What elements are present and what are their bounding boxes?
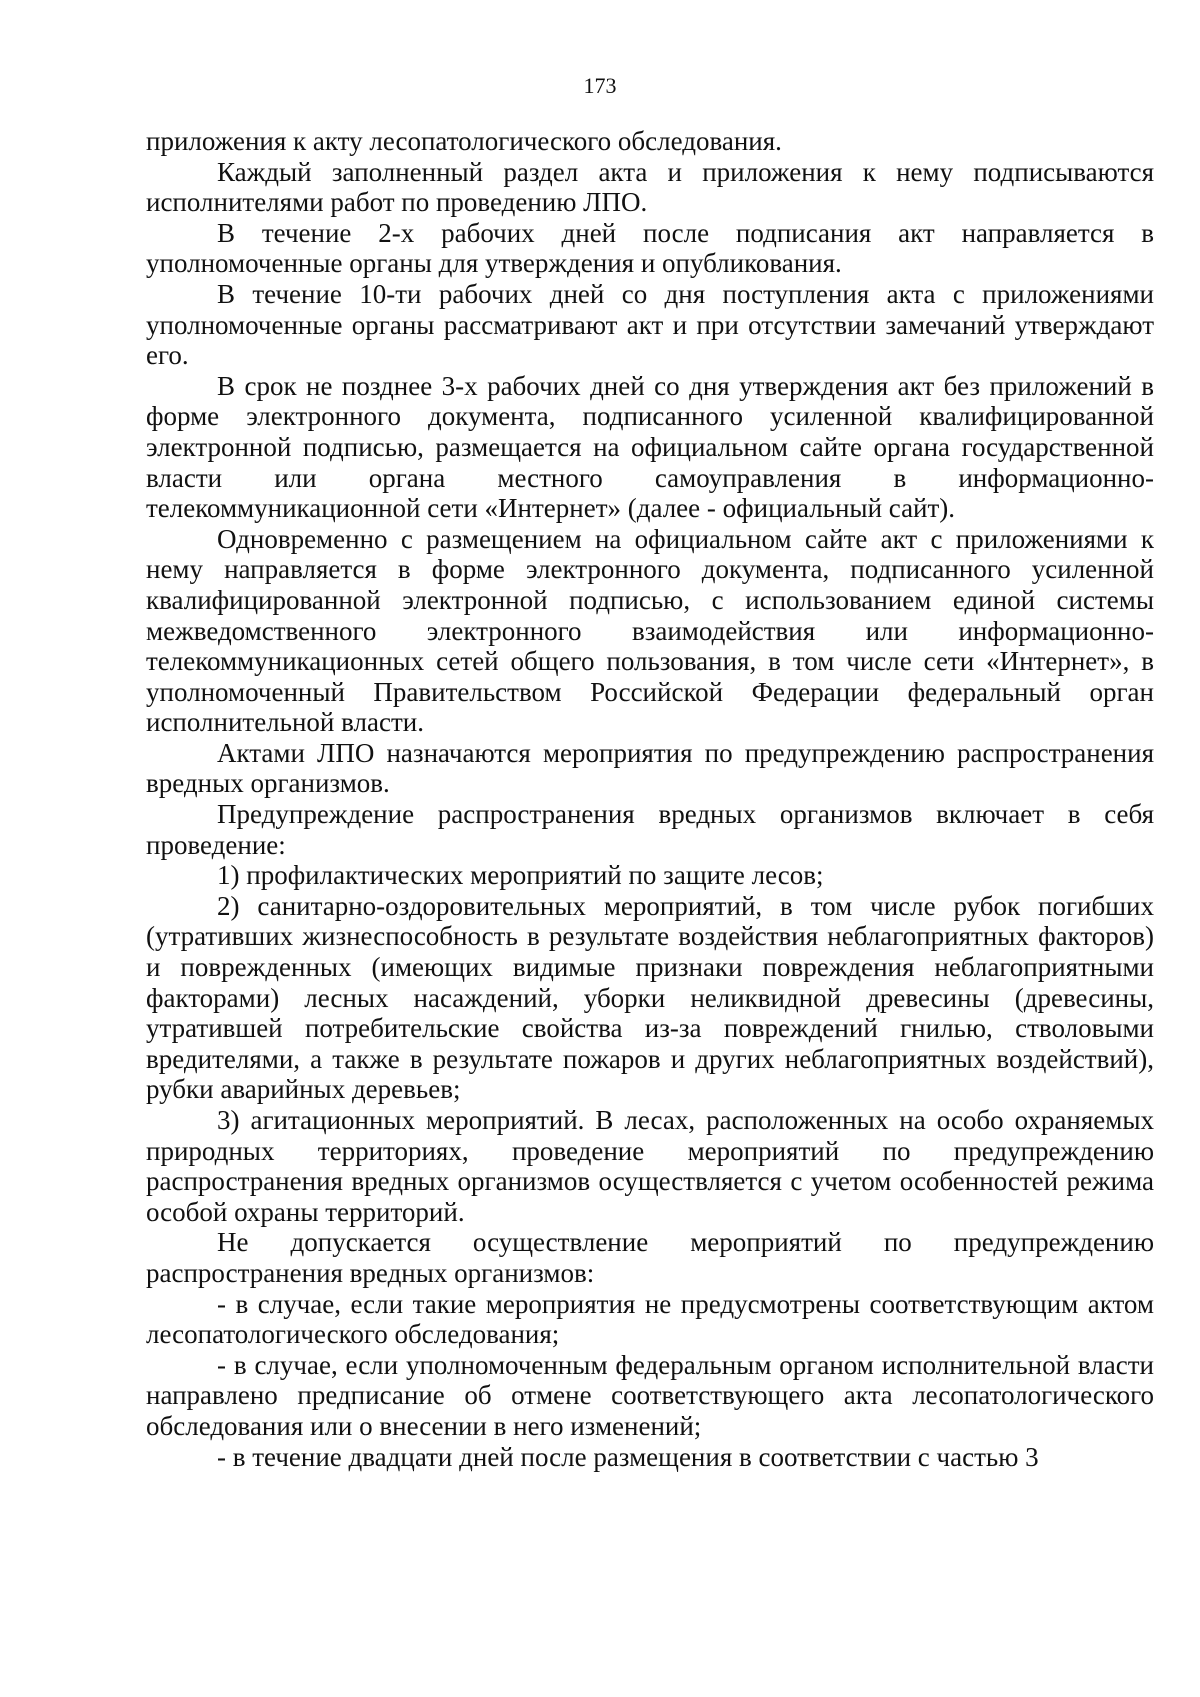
paragraph-submission: В течение 2-х рабочих дней после подписания акт направляется в уполномоченные органы для утверждения и опубликования. [146,217,1154,279]
paragraph-review: В течение 10-ти рабочих дней со дня поступления акта с приложениями уполномоченные органы рассматривают акт и при отсутствии замечаний утверждают его. [146,278,1154,371]
list-item-2: 2) санитарно-оздоровительных мероприятий, в том числе рубок погибших (утративших жизнеспособность в результате воздействия неблагоприятных факторов) и поврежденных (имеющих видимые признаки повреждения неблагоприятными факторами) лесных насаждений, уборки неликвидной древесины (древесины, утратившей потребительские свойства из-за повреждений гнилью, стволовыми вредителями, а также в результате пожаров и других неблагоприятных воздействий), рубки аварийных деревьев; [146,890,1154,1105]
paragraph-prevention-intro: Предупреждение распространения вредных организмов включает в себя проведение: [146,799,1154,860]
paragraph-prohibition-intro: Не допускается осуществление мероприятий по предупреждению распространения вредных организмов: [146,1227,1154,1288]
page-number: 173 [583,73,617,98]
document-body [146,126,1154,1472]
dash-item-2: - в случае, если уполномоченным федеральным органом исполнительной власти направлено предписание об отмене соответствующего акта лесопатологического обследования или о внесении в него изменений; [146,1349,1154,1441]
paragraph-continuation: приложения к акту лесопатологического обследования. [146,126,782,156]
paragraph-measures: Актами ЛПО назначаются мероприятия по предупреждению распространения вредных организмов. [146,737,1154,799]
list-item-1: 1) профилактических мероприятий по защите лесов; [217,860,824,891]
dash-item-3: - в течение двадцати дней после размещения в соответствии с частью 3 [217,1441,1039,1472]
paragraph-signatures: Каждый заполненный раздел акта и приложения к нему подписываются исполнителями работ по проведению ЛПО. [146,156,1154,218]
paragraph-publication: В срок не позднее 3-х рабочих дней со дня утверждения акт без приложений в форме электронного документа, подписанного усиленной квалифицированной электронной подписью, размещается на официальном сайте органа государственной власти или органа местного самоуправления в информационно-телекоммуникационной сети «Интернет» (далее - официальный сайт). [146,370,1154,524]
dash-item-1: - в случае, если такие мероприятия не предусмотрены соответствующим актом лесопатологического обследования; [146,1288,1154,1350]
paragraph-transmission: Одновременно с размещением на официальном сайте акт с приложениями к нему направляется в форме электронного документа, подписанного усиленной квалифицированной электронной подписью, с использованием единой системы межведомственного электронного взаимодействия или информационно-телекоммуникационных сетей общего пользования, в том числе сети «Интернет», в уполномоченный Правительством Российской Федерации федеральный орган исполнительной власти. [146,523,1154,738]
list-item-3: 3) агитационных мероприятий. В лесах, расположенных на особо охраняемых природных территориях, проведение мероприятий по предупреждению распространения вредных организмов осуществляется с учетом особенностей режима особой охраны территорий. [146,1105,1154,1227]
